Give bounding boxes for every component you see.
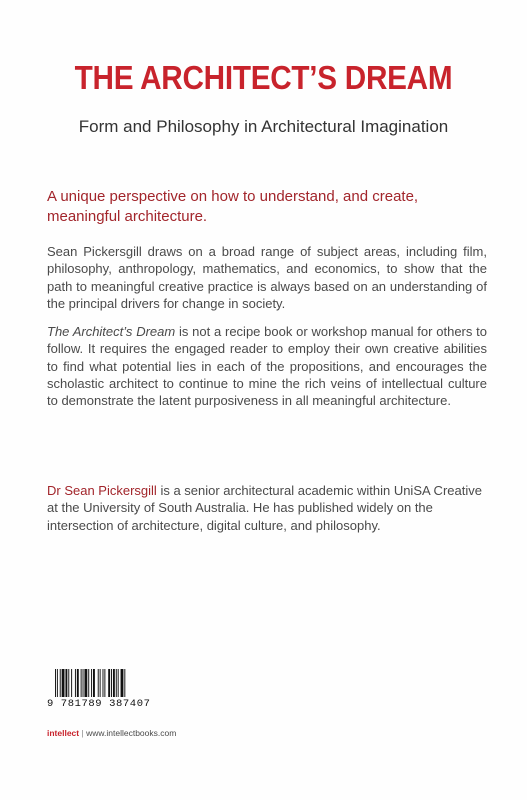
barcode-bars	[47, 669, 157, 699]
publisher-brand: intellect	[47, 728, 80, 738]
author-name: Dr Sean Pickersgill	[47, 483, 157, 498]
book-title-italic: The Architect’s Dream	[47, 324, 176, 339]
description-paragraph-1: Sean Pickersgill draws on a broad range of subject areas, including film, philosophy, anthropology, mathematics, and economics, to show that the path to meaningful creative practice is always based on an understanding of the principal drivers for change in society.	[47, 244, 487, 311]
publisher-line	[47, 728, 176, 738]
lead-statement: A unique perspective on how to understand, and create, meaningful architecture.	[47, 188, 419, 225]
publisher-url: www.intellectbooks.com	[86, 728, 177, 738]
author-bio-text: is a senior architectural academic within UniSA Creative at the University of South Australia. He has published widely on the intersection of architecture, digital culture, and philosophy.	[47, 483, 482, 533]
description-paragraph-2	[47, 323, 487, 409]
book-title: THE ARCHITECT’S DREAM	[74, 59, 453, 96]
isbn-barcode	[47, 669, 157, 721]
publisher-separator: |	[79, 728, 87, 738]
author-bio	[47, 482, 487, 534]
book-subtitle: Form and Philosophy in Architectural Imagination	[78, 117, 449, 136]
description-paragraph-2-text: is not a recipe book or workshop manual for others to follow. It requires the engaged reader to employ their own creative abilities to find what potential lies in each of the propositions, and encourages the scholastic architect to continue to mine the rich veins of intellectual culture to demonstrate the latent purposiveness in all meaningful architecture.	[47, 324, 487, 409]
isbn-number: 9 781789 387407	[47, 697, 159, 710]
